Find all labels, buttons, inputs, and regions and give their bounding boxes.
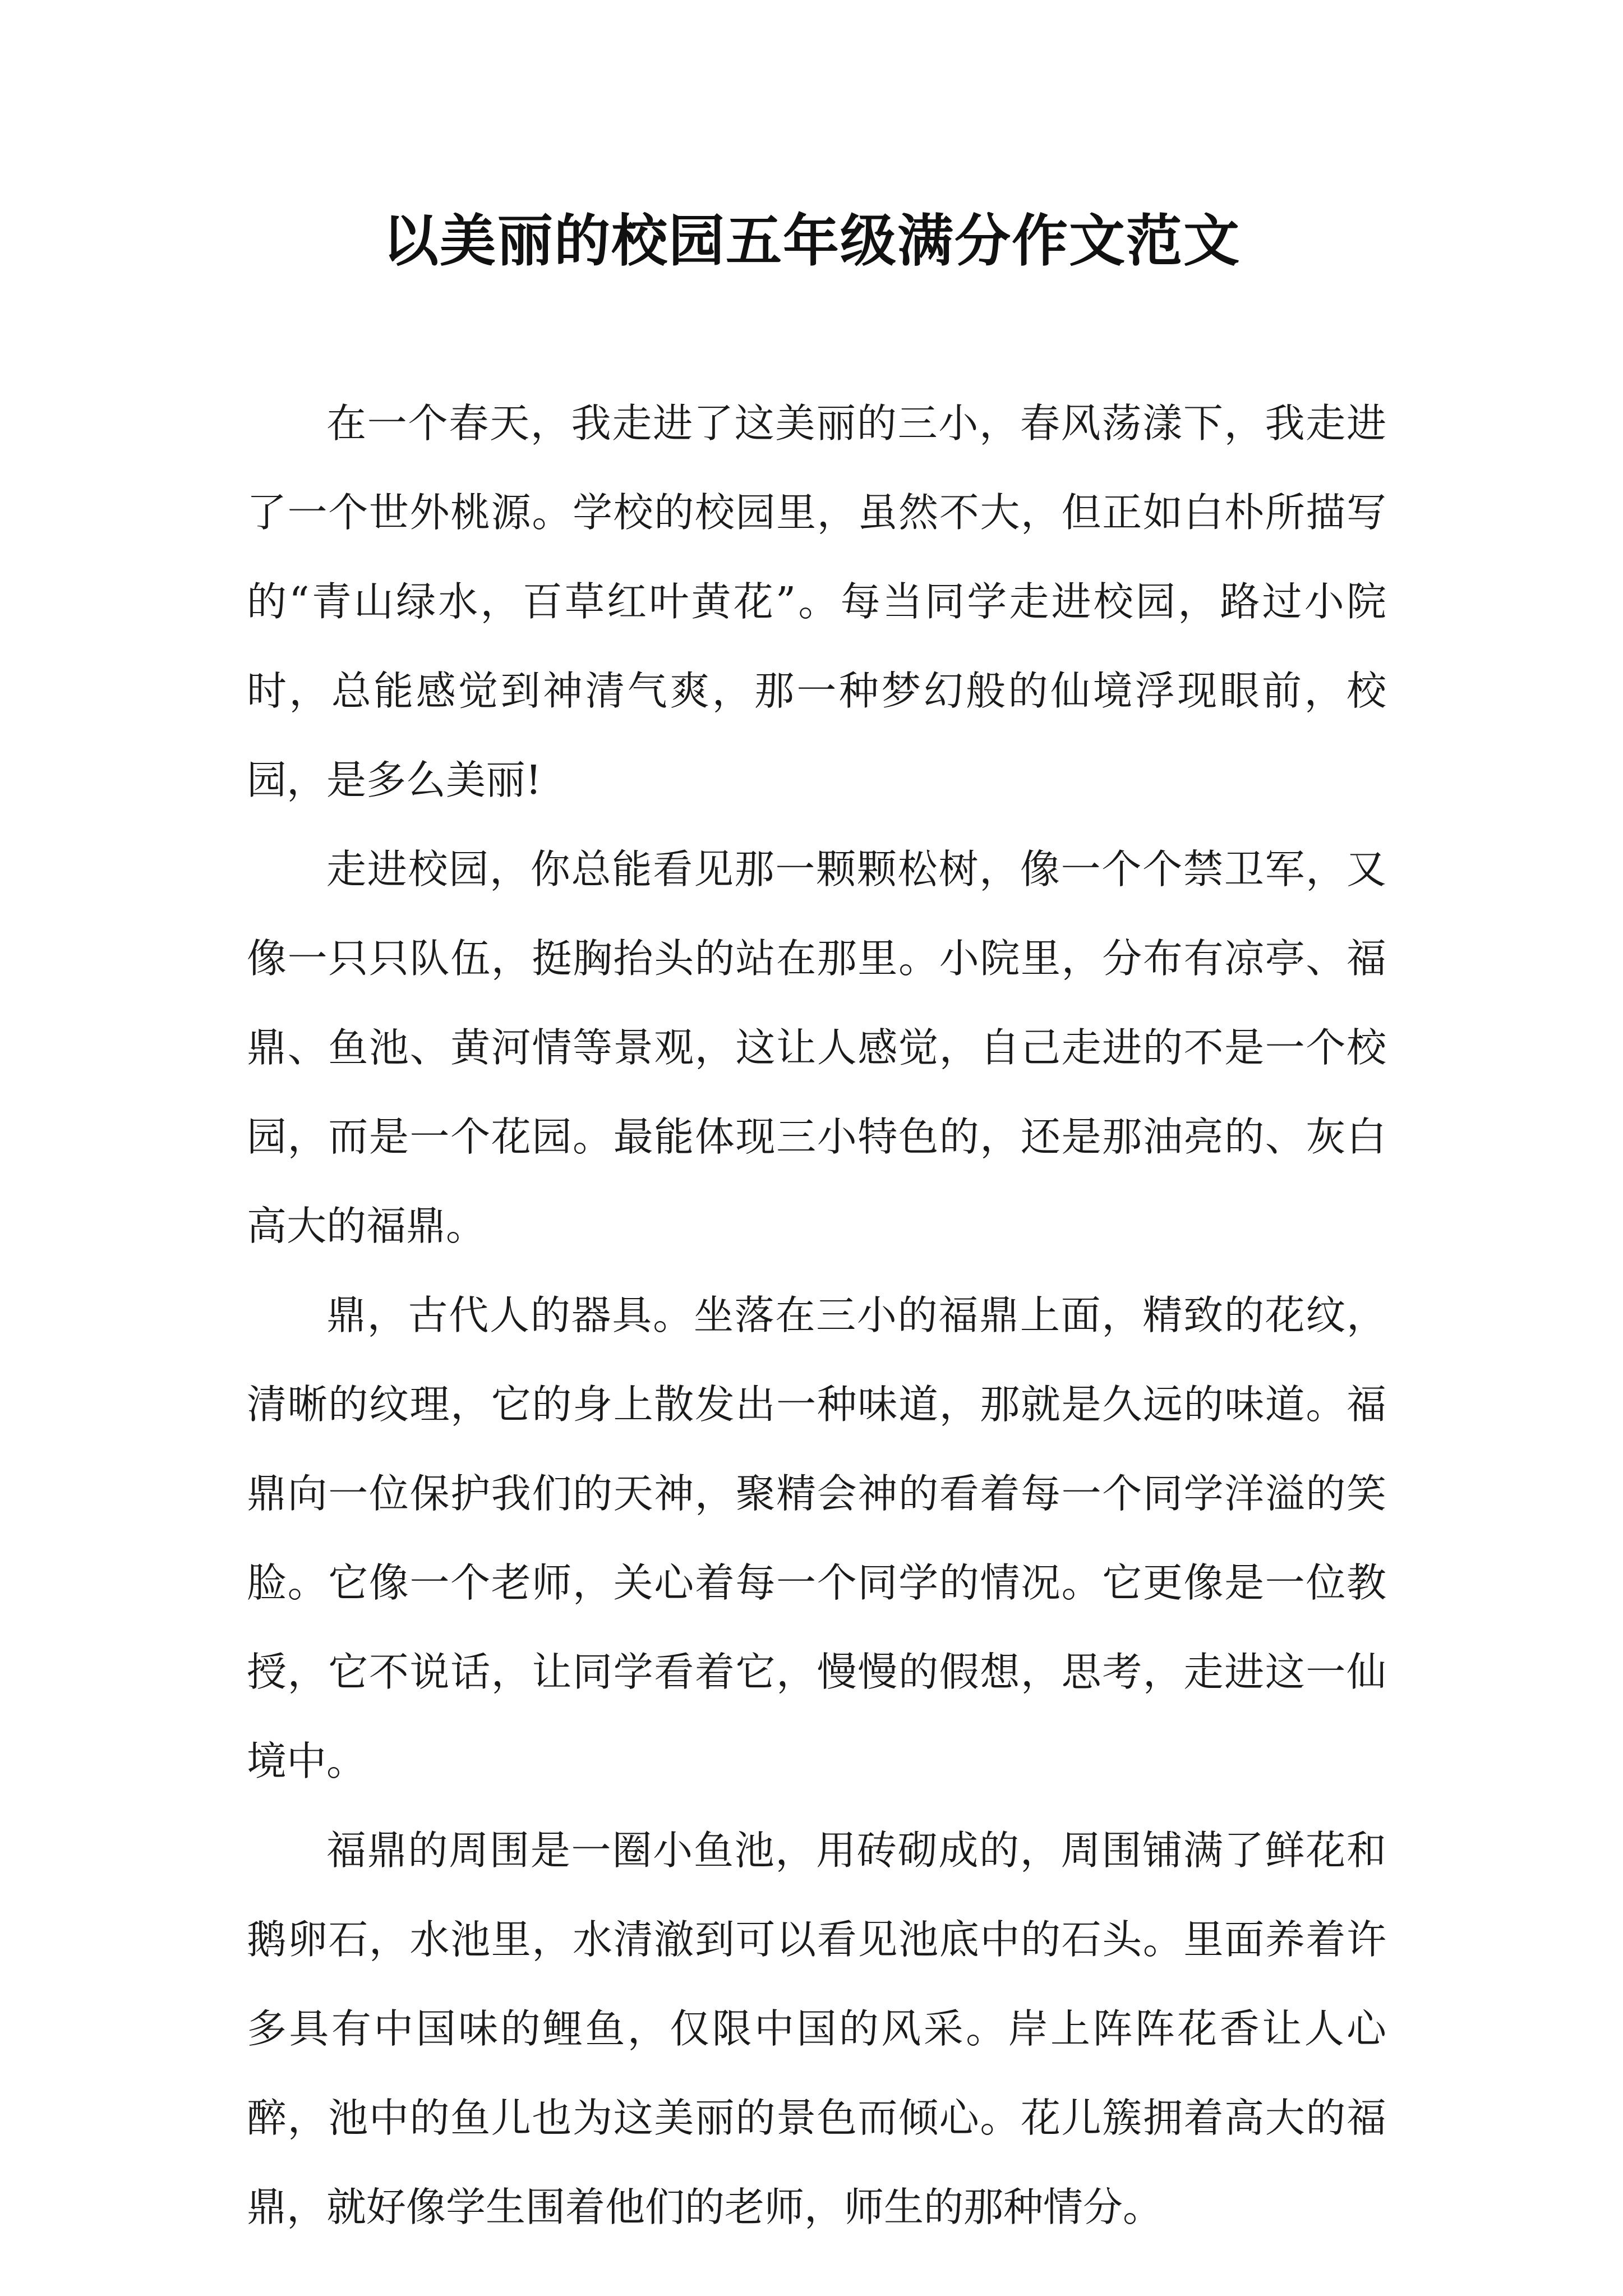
paragraph-1: 在一个春天，我走进了这美丽的三小，春风荡漾下，我走进了一个世外桃源。学校的校园里，虽然不大，但正如白朴所描写的“青山绿水，百草红叶黄花”。每当同学走进校园，路过小院时，总能感觉到神清气爽，那一种梦幻般的仙境浮现眼前，校园，是多么美丽!: [247, 400, 1386, 803]
document-title: 以美丽的校园五年级满分作文范文: [382, 208, 1241, 274]
paragraph-2: 走进校园，你总能看见那一颗颗松树，像一个个禁卫军，又像一只只队伍，挺胸抬头的站在那里。小院里，分布有凉亭、福鼎、鱼池、黄河情等景观，这让人感觉，自己走进的不是一个校园，而是一个花园。最能体现三小特色的，还是那油亮的、灰白高大的福鼎。: [247, 846, 1386, 1249]
paragraph-4: 福鼎的周围是一圈小鱼池，用砖砌成的，周围铺满了鲜花和鹅卵石，水池里，水清澈到可以看见池底中的石头。里面养着许多具有中国味的鲤鱼，仅限中国的风采。岸上阵阵花香让人心醉，池中的鱼儿也为这美丽的景色而倾心。花儿簇拥着高大的福鼎，就好像学生围着他们的老师，师生的那种情分。: [247, 1827, 1386, 2230]
document-body: [247, 379, 1386, 2252]
paragraph-3: 鼎，古代人的器具。坐落在三小的福鼎上面，精致的花纹，清晰的纹理，它的身上散发出一种味道，那就是久远的味道。福鼎向一位保护我们的天神，聚精会神的看着每一个同学洋溢的笑脸。它像一个老师，关心着每一个同学的情况。它更像是一位教授，它不说话，让同学看着它，慢慢的假想，思考，走进这一仙境中。: [247, 1292, 1386, 1784]
